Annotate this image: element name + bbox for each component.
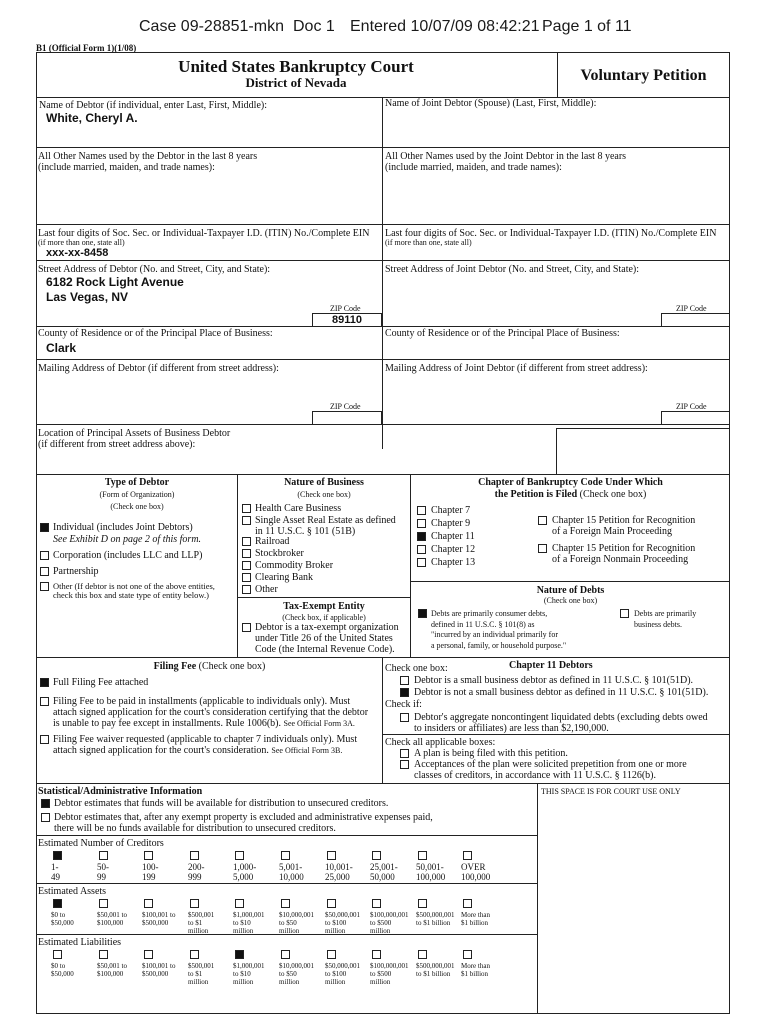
checkbox-chapter-15-main[interactable] <box>538 516 547 525</box>
type-of-debtor-sub2: (Check one box) <box>110 502 164 511</box>
liabilities-checkbox-3[interactable] <box>190 950 199 959</box>
joint-name-label: Name of Joint Debtor (Spouse) (Last, First, Middle): <box>385 98 597 109</box>
chapter-13-label: Chapter 13 <box>431 557 476 568</box>
debtor-street-line2[interactable]: Las Vegas, NV <box>46 290 129 304</box>
creditors-checkbox-0[interactable] <box>53 851 62 860</box>
creditors-checkbox-4[interactable] <box>235 851 244 860</box>
debtor-street-line1[interactable]: 6182 Rock Light Avenue <box>46 275 184 289</box>
checkbox-chapter-7[interactable] <box>417 506 426 515</box>
court-title: United States Bankruptcy Court <box>178 57 414 76</box>
nature-of-business-sub: (Check one box) <box>297 490 351 499</box>
liabilities-checkbox-1[interactable] <box>99 950 108 959</box>
other-entity-label: Other (If debtor is not one of the above entities, check this box and state type of entity below.) <box>53 581 215 600</box>
consumer-debts-label: Debts are primarily consumer debts, defined in 11 U.S.C. § 101(8) as "incurred by an individual primarily for a personal, family, or household purpose." <box>431 609 567 650</box>
checkbox-single-asset[interactable] <box>242 516 251 525</box>
checkbox-tax-exempt[interactable] <box>242 623 251 632</box>
location-assets-label: Location of Principal Assets of Business Debtor (if different from street address above): <box>38 428 231 450</box>
creditors-range-label-7: 25,001- 50,000 <box>370 862 398 882</box>
court-district: District of Nevada <box>245 75 347 90</box>
assets-range-label-0: $0 to $50,000 <box>51 911 74 927</box>
assets-range-label-8: $500,000,001 to $1 billion <box>416 911 455 927</box>
assets-checkbox-5[interactable] <box>281 899 290 908</box>
individual-note: See Exhibit D on page 2 of this form. <box>53 534 202 545</box>
chapter-15-main-label: Chapter 15 Petition for Recognition of a Foreign Main Proceeding <box>552 515 696 537</box>
chapter-title: Chapter of Bankruptcy Code Under Which <box>478 477 663 488</box>
joint-mailing-label: Mailing Address of Joint Debtor (if different from street address): <box>385 363 648 374</box>
entered-date: Entered 10/07/09 08:42:21 <box>350 18 540 35</box>
liabilities-range-label-8: $500,000,001 to $1 billion <box>416 962 455 978</box>
nature-of-debts-sub: (Check one box) <box>543 596 598 605</box>
liabilities-range-label-7: $100,000,001 to $500 million <box>370 962 409 986</box>
assets-range-label-6: $50,000,001 to $100 million <box>325 911 360 935</box>
creditors-checkbox-9[interactable] <box>463 851 472 860</box>
statistical-title: Statistical/Administrative Information <box>38 786 203 797</box>
creditors-range-label-1: 50- 99 <box>97 862 109 882</box>
assets-range-label-4: $1,000,001 to $10 million <box>233 911 265 935</box>
liabilities-checkbox-4[interactable] <box>235 950 244 959</box>
checkbox-funds-available[interactable] <box>41 799 50 808</box>
chapter-12-label: Chapter 12 <box>431 544 476 555</box>
debtor-ssn-label: Last four digits of Soc. Sec. or Individual-Taxpayer I.D. (ITIN) No./Complete EIN <box>38 228 370 239</box>
joint-zip-box[interactable] <box>661 313 730 327</box>
assets-range-label-2: $100,001 to $500,000 <box>142 911 176 927</box>
check-one-box-label: Check one box: <box>385 663 448 674</box>
assets-range-label-1: $50,001 to $100,000 <box>97 911 127 927</box>
liabilities-range-label-4: $1,000,001 to $10 million <box>233 962 265 986</box>
checkbox-fee-waiver[interactable] <box>40 735 49 744</box>
debtor-mailing-zip-label: ZIP Code <box>330 402 361 411</box>
checkbox-commodity-broker[interactable] <box>242 561 251 570</box>
checkbox-business-debts[interactable] <box>620 609 629 618</box>
aggregate-debts-label: Debtor's aggregate noncontingent liquidated debts (excluding debts owed to insiders or affiliates) are less than $2,190,000. <box>414 712 708 734</box>
liabilities-range-label-5: $10,000,001 to $50 million <box>279 962 314 986</box>
installments-label: Filing Fee to be paid in installments (applicable to individuals only). Must attach signed application for the court's consideration certifying that the debtor is unable to pay fee except in installments. Rule 1006(b). See Official Form 3A. <box>53 696 369 729</box>
checkbox-no-funds[interactable] <box>41 813 50 822</box>
single-asset-label: Single Asset Real Estate as defined <box>255 515 396 526</box>
assets-checkbox-3[interactable] <box>190 899 199 908</box>
assets-checkbox-4[interactable] <box>235 899 244 908</box>
assets-checkbox-7[interactable] <box>372 899 381 908</box>
debtor-county-label: County of Residence or of the Principal Place of Business: <box>38 328 273 339</box>
corporation-label: Corporation (includes LLC and LLP) <box>53 550 203 561</box>
checkbox-plan-filed[interactable] <box>400 749 409 758</box>
checkbox-clearing-bank[interactable] <box>242 573 251 582</box>
nature-of-debts-title: Nature of Debts <box>536 585 605 596</box>
creditors-range-label-0: 1- 49 <box>51 862 60 882</box>
liabilities-range-label-3: $500,001 to $1 million <box>188 962 215 986</box>
creditors-checkbox-6[interactable] <box>327 851 336 860</box>
creditors-range-label-2: 100- 199 <box>142 862 159 882</box>
checkbox-acceptances[interactable] <box>400 760 409 769</box>
tax-exempt-title: Tax-Exempt Entity <box>283 601 365 612</box>
assets-checkbox-9[interactable] <box>463 899 472 908</box>
joint-zip-label: ZIP Code <box>676 304 707 313</box>
checkbox-chapter-12[interactable] <box>417 545 426 554</box>
checkbox-other-business[interactable] <box>242 585 251 594</box>
debtor-street-label: Street Address of Debtor (No. and Street, City, and State): <box>38 264 271 275</box>
checkbox-chapter-13[interactable] <box>417 558 426 567</box>
creditors-checkbox-2[interactable] <box>144 851 153 860</box>
debtor-other-names-label: All Other Names used by the Debtor in the last 8 years (include married, maiden, and trade names): <box>38 151 258 173</box>
creditors-checkbox-5[interactable] <box>281 851 290 860</box>
check-if-label: Check if: <box>385 699 422 710</box>
checkbox-chapter-9[interactable] <box>417 519 426 528</box>
liabilities-range-label-2: $100,001 to $500,000 <box>142 962 176 978</box>
page-count: Page 1 of 11 <box>542 18 632 35</box>
other-business-label: Other <box>255 584 278 595</box>
checkbox-small-business[interactable] <box>400 676 409 685</box>
health-care-label: Health Care Business <box>255 503 342 514</box>
checkbox-chapter-15-nonmain[interactable] <box>538 544 547 553</box>
individual-label: Individual (includes Joint Debtors) <box>53 522 193 533</box>
tax-exempt-sub: (Check box, if applicable) <box>282 613 366 622</box>
assets-range-label-9: More than $1 billion <box>461 911 490 927</box>
tax-exempt-text: Debtor is a tax-exempt organization under Title 26 of the United States Code (the Internal Revenue Code). <box>255 622 399 655</box>
plan-filed-label: A plan is being filed with this petition. <box>414 748 568 759</box>
liabilities-range-label-9: More than $1 billion <box>461 962 490 978</box>
case-number: Case 09-28851-mkn <box>139 18 284 35</box>
assets-checkbox-8[interactable] <box>418 899 427 908</box>
debtor-mailing-zip-box[interactable] <box>312 411 382 425</box>
assets-range-label-3: $500,001 to $1 million <box>188 911 215 935</box>
creditors-checkbox-3[interactable] <box>190 851 199 860</box>
fee-waiver-label: Filing Fee waiver requested (applicable to chapter 7 individuals only). Must attach signed application for the court's consideration. See Official Form 3B. <box>53 734 358 756</box>
court-use-label: THIS SPACE IS FOR COURT USE ONLY <box>541 787 681 796</box>
debtor-mailing-label: Mailing Address of Debtor (if different from street address): <box>38 363 279 374</box>
liabilities-checkbox-7[interactable] <box>372 950 381 959</box>
creditors-range-label-9: OVER 100,000 <box>461 862 491 882</box>
liabilities-range-label-0: $0 to $50,000 <box>51 962 74 978</box>
creditors-range-label-3: 200- 999 <box>188 862 205 882</box>
single-asset-cite: in 11 U.S.C. § 101 (51B) <box>255 526 356 537</box>
doc-number: Doc 1 <box>293 18 335 35</box>
chapter-7-label: Chapter 7 <box>431 505 471 516</box>
chapter-15-nonmain-label: Chapter 15 Petition for Recognition of a Foreign Nonmain Proceeding <box>552 543 696 565</box>
filing-fee-title: Filing Fee (Check one box) <box>153 661 266 672</box>
location-assets-box[interactable] <box>556 428 730 475</box>
joint-county-label: County of Residence or of the Principal Place of Business: <box>385 328 620 339</box>
petition-title: Voluntary Petition <box>580 67 707 84</box>
debtor-ssn-sub: (if more than one, state all) <box>38 238 125 247</box>
debtor-zip[interactable]: 89110 <box>312 313 382 327</box>
checkbox-corporation[interactable] <box>40 551 49 560</box>
creditors-range-label-4: 1,000- 5,000 <box>233 862 257 882</box>
chapter-9-label: Chapter 9 <box>431 518 471 529</box>
funds-available-label: Debtor estimates that funds will be available for distribution to unsecured creditors. <box>54 798 389 809</box>
type-of-debtor-sub1: (Form of Organization) <box>99 490 175 499</box>
checkbox-railroad[interactable] <box>242 537 251 546</box>
creditors-range-label-5: 5,001- 10,000 <box>279 862 304 882</box>
commodity-broker-label: Commodity Broker <box>255 560 334 571</box>
no-funds-label: Debtor estimates that, after any exempt property is excluded and administrative expenses paid, there will be no funds available for distribution to unsecured creditors. <box>54 812 433 834</box>
not-small-business-label: Debtor is not a small business debtor as defined in 11 U.S.C. § 101(51D). <box>414 687 709 698</box>
checkbox-aggregate-debts[interactable] <box>400 713 409 722</box>
liabilities-checkbox-8[interactable] <box>418 950 427 959</box>
liabilities-range-label-1: $50,001 to $100,000 <box>97 962 127 978</box>
assets-checkbox-6[interactable] <box>327 899 336 908</box>
nature-of-business-title: Nature of Business <box>284 477 364 488</box>
checkbox-individual[interactable] <box>40 523 49 532</box>
chapter-title-2: the Petition is Filed (Check one box) <box>494 489 647 500</box>
liabilities-checkbox-5[interactable] <box>281 950 290 959</box>
checkbox-chapter-11[interactable] <box>417 532 426 541</box>
joint-mailing-zip-label: ZIP Code <box>676 402 707 411</box>
type-of-debtor-title: Type of Debtor <box>104 477 170 488</box>
assets-range-label-7: $100,000,001 to $500 million <box>370 911 409 935</box>
debtor-zip-label: ZIP Code <box>330 304 361 313</box>
business-debts-label: Debts are primarily business debts. <box>634 609 697 629</box>
chapter-11-debtors-title: Chapter 11 Debtors <box>509 660 593 671</box>
debtor-name-label: Name of Debtor (if individual, enter Last, First, Middle): <box>39 100 268 111</box>
joint-ssn-label: Last four digits of Soc. Sec. or Individual-Taxpayer I.D. (ITIN) No./Complete EIN <box>385 228 717 239</box>
debtor-county[interactable]: Clark <box>46 341 77 355</box>
partnership-label: Partnership <box>53 566 99 577</box>
liabilities-title: Estimated Liabilities <box>38 937 122 948</box>
checkbox-consumer-debts[interactable] <box>418 609 427 618</box>
joint-street-label: Street Address of Joint Debtor (No. and Street, City, and State): <box>385 264 640 275</box>
creditors-range-label-8: 50,001- 100,000 <box>416 862 446 882</box>
checkbox-installments[interactable] <box>40 697 49 706</box>
creditors-range-label-6: 10,001- 25,000 <box>325 862 353 882</box>
assets-checkbox-0[interactable] <box>53 899 62 908</box>
checkbox-partnership[interactable] <box>40 567 49 576</box>
checkbox-full-fee[interactable] <box>40 678 49 687</box>
creditors-checkbox-8[interactable] <box>418 851 427 860</box>
liabilities-range-label-6: $50,000,001 to $100 million <box>325 962 360 986</box>
railroad-label: Railroad <box>255 536 290 547</box>
checkbox-other-entity[interactable] <box>40 582 49 591</box>
creditors-checkbox-7[interactable] <box>372 851 381 860</box>
liabilities-checkbox-0[interactable] <box>53 950 62 959</box>
assets-checkbox-2[interactable] <box>144 899 153 908</box>
form-id: B1 (Official Form 1)(1/08) <box>36 43 137 53</box>
joint-other-names-label: All Other Names used by the Joint Debtor in the last 8 years (include married, maiden, and trade names): <box>385 151 627 173</box>
liabilities-checkbox-9[interactable] <box>463 950 472 959</box>
checkbox-health-care[interactable] <box>242 504 251 513</box>
joint-ssn-sub: (if more than one, state all) <box>385 238 472 247</box>
debtor-name[interactable]: White, Cheryl A. <box>46 111 138 125</box>
acceptances-label: Acceptances of the plan were solicited prepetition from one or more classes of creditors, in accordance with 11 U.S.C. § 1126(b). <box>414 759 687 781</box>
creditors-title: Estimated Number of Creditors <box>38 838 164 849</box>
joint-mailing-zip-box[interactable] <box>661 411 730 425</box>
checkbox-stockbroker[interactable] <box>242 549 251 558</box>
assets-range-label-5: $10,000,001 to $50 million <box>279 911 314 935</box>
chapter-11-label: Chapter 11 <box>431 531 475 542</box>
stockbroker-label: Stockbroker <box>255 548 304 559</box>
assets-checkbox-1[interactable] <box>99 899 108 908</box>
small-business-label: Debtor is a small business debtor as defined in 11 U.S.C. § 101(51D). <box>414 675 694 686</box>
check-all-label: Check all applicable boxes: <box>385 737 496 748</box>
creditors-checkbox-1[interactable] <box>99 851 108 860</box>
checkbox-not-small-business[interactable] <box>400 688 409 697</box>
liabilities-checkbox-2[interactable] <box>144 950 153 959</box>
liabilities-checkbox-6[interactable] <box>327 950 336 959</box>
assets-title: Estimated Assets <box>38 886 107 897</box>
clearing-bank-label: Clearing Bank <box>255 572 314 583</box>
debtor-ssn[interactable]: xxx-xx-8458 <box>46 247 109 259</box>
full-fee-label: Full Filing Fee attached <box>53 677 149 688</box>
